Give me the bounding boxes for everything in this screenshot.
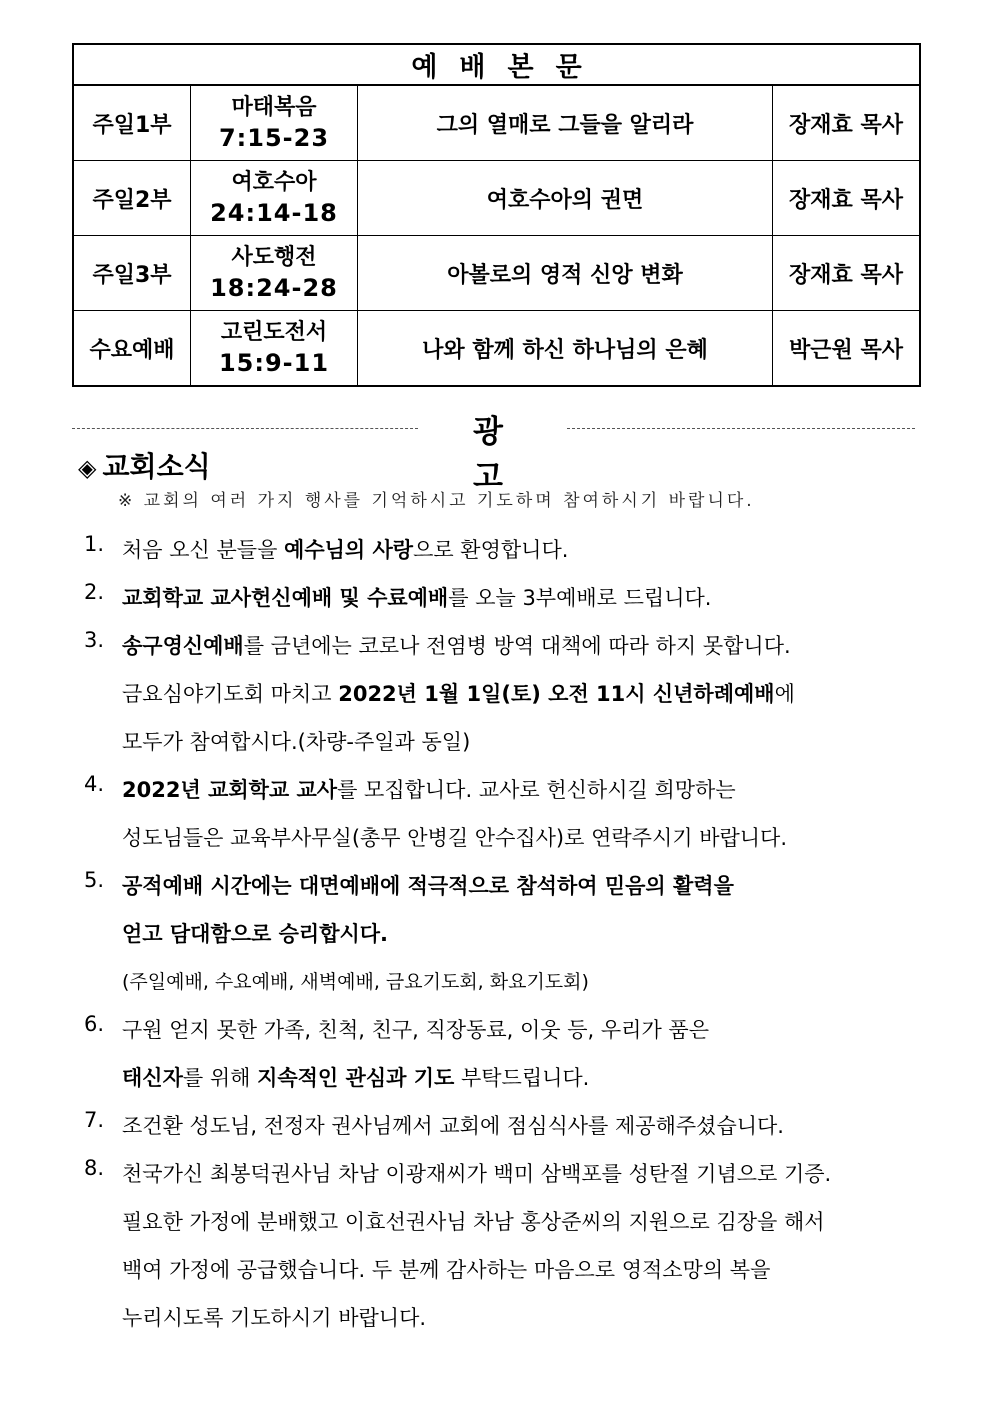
notice-line bbox=[122, 580, 904, 628]
passage bbox=[191, 311, 358, 387]
passage bbox=[191, 161, 358, 236]
passage-book: 마태복음 bbox=[231, 95, 317, 120]
notice-text: 모두가 참여합시다.(차량-주일과 동일) bbox=[122, 730, 471, 754]
preacher: 장재효 목사 bbox=[773, 161, 921, 236]
service-name: 수요예배 bbox=[73, 311, 191, 387]
sermon-row bbox=[73, 311, 920, 387]
notice-number: 8. bbox=[84, 1156, 105, 1180]
notice-text: 부탁드립니다. bbox=[454, 1066, 590, 1090]
notice-item bbox=[84, 580, 904, 628]
notice-line bbox=[122, 820, 904, 868]
notice-item bbox=[84, 628, 904, 772]
sermon-title: 그의 열매로 그들을 알리라 bbox=[358, 85, 773, 161]
notice-text-bold: 2022년 1월 1일(토) 오전 11시 신년하례예배 bbox=[338, 682, 775, 706]
notice-line bbox=[122, 1156, 904, 1204]
notice-text-bold: 2022년 교회학교 교사 bbox=[122, 778, 338, 802]
passage bbox=[191, 236, 358, 311]
notice-line bbox=[122, 964, 904, 1012]
notice-number: 2. bbox=[84, 580, 105, 604]
sermon-table-title: 예배본문 bbox=[73, 44, 920, 85]
notice-text: 에 bbox=[774, 682, 795, 706]
sermon-title: 여호수아의 권면 bbox=[358, 161, 773, 236]
notice-text-bold: 교회학교 교사헌신예배 및 수료예배 bbox=[122, 586, 449, 610]
notice-text-bold: 지속적인 관심과 기도 bbox=[257, 1066, 455, 1090]
dashed-rule-right bbox=[567, 428, 915, 429]
notice-number: 6. bbox=[84, 1012, 105, 1036]
service-name: 주일3부 bbox=[73, 236, 191, 311]
service-name: 주일1부 bbox=[73, 85, 191, 161]
passage bbox=[191, 85, 358, 161]
news-heading bbox=[78, 445, 211, 485]
notice-item bbox=[84, 868, 904, 1012]
diamond-icon: ◈ bbox=[78, 453, 97, 482]
service-name: 주일2부 bbox=[73, 161, 191, 236]
notice-text: 필요한 가정에 분배했고 이효선권사님 차남 홍상준씨의 지원으로 김장을 해서 bbox=[122, 1210, 825, 1234]
notice-text-bold: 예수님의 사랑 bbox=[284, 538, 414, 562]
notice-number: 4. bbox=[84, 772, 105, 796]
preacher: 장재효 목사 bbox=[773, 85, 921, 161]
sermon-title: 나와 함께 하신 하나님의 은혜 bbox=[358, 311, 773, 387]
passage-book: 사도행전 bbox=[231, 245, 317, 270]
news-heading-text: 교회소식 bbox=[102, 450, 211, 483]
notice-text-bold: 송구영신예배 bbox=[122, 634, 244, 658]
news-note: ※ 교회의 여러 가지 행사를 기억하시고 기도하며 참여하시기 바랍니다. bbox=[118, 491, 755, 511]
notice-line bbox=[122, 532, 904, 580]
notice-line bbox=[122, 1060, 904, 1108]
notice-text: 백여 가정에 공급했습니다. 두 분께 감사하는 마음으로 영적소망의 복을 bbox=[122, 1258, 771, 1282]
sermon-row bbox=[73, 161, 920, 236]
notice-number: 1. bbox=[84, 532, 105, 556]
ads-heading: 광고 bbox=[473, 414, 541, 495]
notice-item bbox=[84, 1108, 904, 1156]
notice-text: 조건환 성도님, 전정자 권사님께서 교회에 점심식사를 제공해주셨습니다. bbox=[122, 1114, 784, 1138]
notice-line bbox=[122, 676, 904, 724]
sermon-table bbox=[72, 43, 921, 387]
notice-item bbox=[84, 1012, 904, 1108]
notice-text: 를 금년에는 코로나 전염병 방역 대책에 따라 하지 못합니다. bbox=[243, 634, 791, 658]
notice-line bbox=[122, 1252, 904, 1300]
notice-line bbox=[122, 724, 904, 772]
notice-text-bold: 얻고 담대함으로 승리합시다. bbox=[122, 922, 389, 946]
passage-book: 여호수아 bbox=[231, 170, 317, 195]
passage-ref: 24:14-18 bbox=[210, 199, 338, 227]
notice-number: 7. bbox=[84, 1108, 105, 1132]
notice-line bbox=[122, 868, 904, 916]
dashed-rule-left bbox=[72, 428, 418, 429]
sermon-row bbox=[73, 236, 920, 311]
preacher: 박근원 목사 bbox=[773, 311, 921, 387]
notice-item bbox=[84, 772, 904, 868]
notice-number: 5. bbox=[84, 868, 105, 892]
passage-ref: 7:15-23 bbox=[218, 124, 330, 152]
notice-number: 3. bbox=[84, 628, 105, 652]
notice-item bbox=[84, 1156, 904, 1348]
notice-line bbox=[122, 1204, 904, 1252]
preacher: 장재효 목사 bbox=[773, 236, 921, 311]
notice-text-bold: 공적예배 시간에는 대면예배에 적극적으로 참석하여 믿음의 활력을 bbox=[122, 874, 734, 898]
passage-ref: 15:9-11 bbox=[218, 349, 330, 377]
passage-ref: 18:24-28 bbox=[210, 274, 338, 302]
notice-text: 를 모집합니다. 교사로 헌신하시길 희망하는 bbox=[337, 778, 736, 802]
notice-text: 누리시도록 기도하시기 바랍니다. bbox=[122, 1306, 427, 1330]
notice-line bbox=[122, 1012, 904, 1060]
notice-text: 으로 환영합니다. bbox=[413, 538, 569, 562]
notice-line bbox=[122, 916, 904, 964]
sermon-row bbox=[73, 85, 920, 161]
notice-text: 금요심야기도회 마치고 bbox=[122, 682, 339, 706]
notice-text: 성도님들은 교육부사무실(총무 안병길 안수집사)로 연락주시기 바랍니다. bbox=[122, 826, 788, 850]
notice-text: (주일예배, 수요예배, 새벽예배, 금요기도회, 화요기도회) bbox=[122, 971, 589, 993]
notice-item bbox=[84, 532, 904, 580]
notice-text: 처음 오신 분들을 bbox=[122, 538, 285, 562]
notice-text-bold: 태신자 bbox=[122, 1066, 183, 1090]
sermon-title: 아볼로의 영적 신앙 변화 bbox=[358, 236, 773, 311]
notice-line bbox=[122, 772, 904, 820]
notice-text: 를 오늘 3부예배로 드립니다. bbox=[448, 586, 712, 610]
notice-line bbox=[122, 628, 904, 676]
notice-text: 를 위해 bbox=[182, 1066, 258, 1090]
notice-line bbox=[122, 1300, 904, 1348]
notice-text: 천국가신 최봉덕권사님 차남 이광재씨가 백미 삼백포를 성탄절 기념으로 기증. bbox=[122, 1162, 832, 1186]
notice-text: 구원 얻지 못한 가족, 친척, 친구, 직장동료, 이웃 등, 우리가 품은 bbox=[122, 1018, 709, 1042]
passage-book: 고린도전서 bbox=[220, 320, 328, 345]
notice-list bbox=[84, 532, 904, 1348]
notice-line bbox=[122, 1108, 904, 1156]
